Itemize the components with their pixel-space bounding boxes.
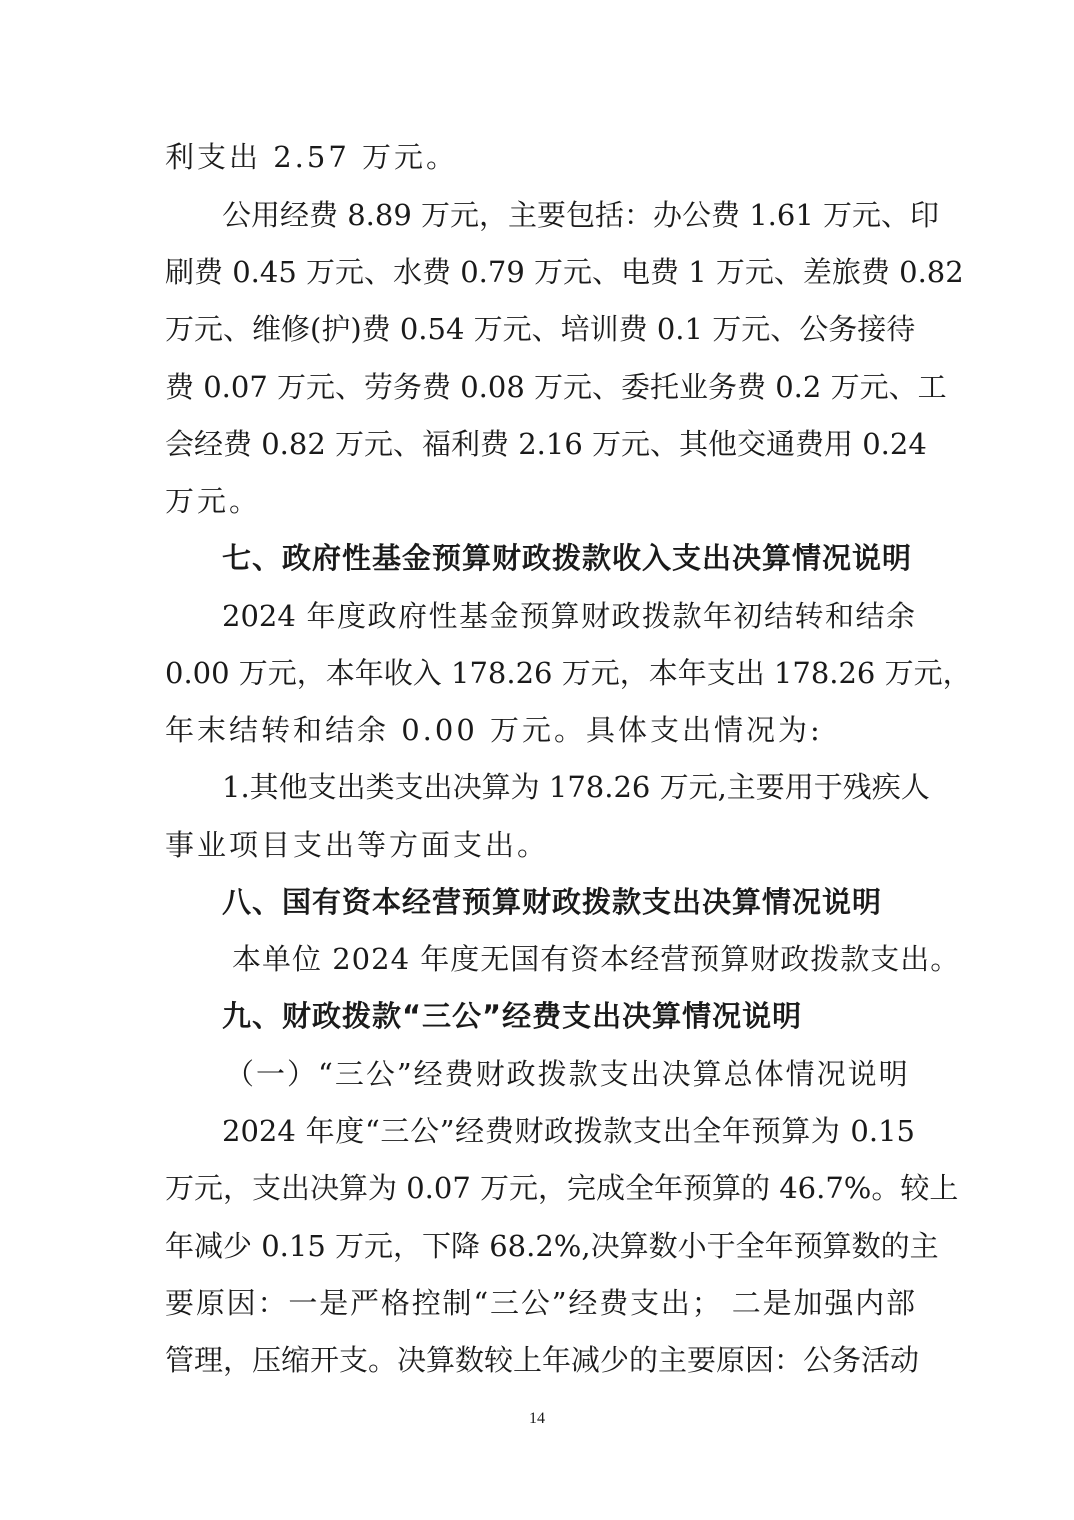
paragraph-line: 万元，支出决算为 0.07 万元，完成全年预算的 46.7%。较上 — [165, 1171, 959, 1205]
page-number: 14 — [529, 1410, 545, 1427]
paragraph-line: 本单位 2024 年度无国有资本经营预算财政拨款支出。 — [232, 942, 961, 976]
paragraph-line: 利支出 2.57 万元。 — [165, 140, 459, 174]
paragraph-line: 1.其他支出类支出决算为 178.26 万元,主要用于残疾人 — [222, 770, 930, 804]
paragraph-line: 刷费 0.45 万元、水费 0.79 万元、电费 1 万元、差旅费 0.82 — [165, 255, 964, 289]
paragraph-line: 事业项目支出等方面支出。 — [165, 828, 550, 862]
paragraph-line: 管理，压缩开支。决算数较上年减少的主要原因：公务活动 — [165, 1343, 920, 1377]
section-heading: 七、政府性基金预算财政拨款收入支出决算情况说明 — [222, 541, 913, 575]
paragraph-line: 费 0.07 万元、劳务费 0.08 万元、委托业务费 0.2 万元、工 — [165, 370, 947, 404]
paragraph-line: 万元、维修(护)费 0.54 万元、培训费 0.1 万元、公务接待 — [165, 312, 916, 346]
section-heading: 九、财政拨款“三公”经费支出决算情况说明 — [222, 999, 803, 1033]
paragraph-line: 要原因：一是严格控制“三公”经费支出； 二是加强内部 — [165, 1286, 915, 1320]
paragraph-line: 2024 年度政府性基金预算财政拨款年初结转和结余 — [222, 599, 915, 633]
paragraph-line: 2024 年度“三公”经费财政拨款支出全年预算为 0.15 — [222, 1114, 915, 1148]
paragraph-line: 年末结转和结余 0.00 万元。具体支出情况为: — [165, 713, 823, 747]
paragraph-line: 会经费 0.82 万元、福利费 2.16 万元、其他交通费用 0.24 — [165, 427, 927, 461]
paragraph-line: 万元。 — [165, 484, 262, 518]
paragraph-line: 公用经费 8.89 万元，主要包括：办公费 1.61 万元、印 — [222, 198, 940, 232]
section-heading: 八、国有资本经营预算财政拨款支出决算情况说明 — [222, 885, 883, 919]
paragraph-line: 0.00 万元，本年收入 178.26 万元，本年支出 178.26 万元， — [165, 656, 972, 690]
paragraph-line: 年减少 0.15 万元，下降 68.2%,决算数小于全年预算数的主 — [165, 1229, 939, 1263]
section-subheading: （一）“三公”经费财政拨款支出决算总体情况说明 — [225, 1057, 910, 1091]
